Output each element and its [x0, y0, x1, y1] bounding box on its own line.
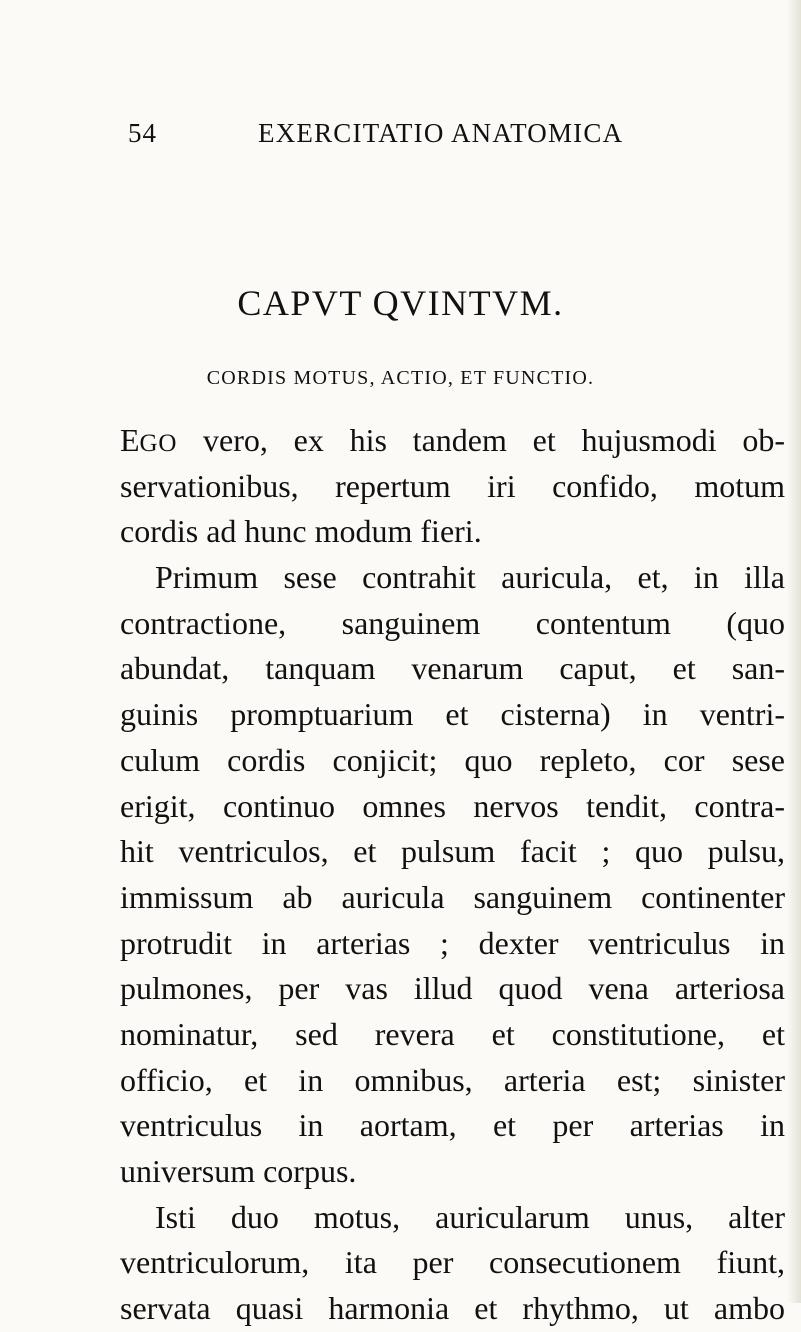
text-line: protrudit in arterias ; dexter ventriculus in — [120, 924, 785, 961]
text-line: servata quasi harmonia et rhythmo, ut ambo — [120, 1290, 785, 1327]
small-caps-word: GO — [139, 430, 178, 457]
text-line: contractione, sanguinem contentum (quo — [120, 604, 785, 641]
text-line: nominatur, sed revera et constitutione, et — [120, 1015, 785, 1052]
initial-letter: E — [120, 422, 140, 458]
text-line: abundat, tanquam venarum caput, et san- — [120, 650, 785, 687]
text-line: erigit, continuo omnes nervos tendit, contra- — [120, 787, 785, 824]
page-edge-shadow — [787, 0, 801, 1303]
body-text — [120, 418, 785, 1332]
text-line: universum corpus. — [120, 1153, 357, 1189]
text-line: servationibus, repertum iri confido, motum — [120, 467, 785, 504]
text-line: ventriculus in aortam, et per arterias in — [120, 1107, 785, 1144]
running-head: EXERCITATIO ANATOMICA — [258, 118, 624, 148]
chapter-title: CAPVT QVINTVM. — [237, 283, 564, 323]
text-line: guinis promptuarium et cisterna) in ventri- — [120, 696, 785, 733]
page-header — [0, 118, 801, 158]
line-text: vero, ex his tandem et hujusmodi ob- — [177, 422, 785, 458]
text-line: culum cordis conjicit; quo repleto, cor sese — [120, 741, 785, 778]
chapter-subtitle: CORDIS MOTUS, ACTIO, ET FUNCTIO. — [206, 367, 595, 389]
text-line: ventriculorum, ita per consecutionem fiunt, — [120, 1244, 785, 1281]
text-line: immissum ab auricula sanguinem continenter — [120, 878, 785, 915]
text-line: hit ventriculos, et pulsum facit ; quo pulsu, — [120, 833, 785, 870]
text-line: pulmones, per vas illud quod vena arteriosa — [120, 970, 785, 1007]
text-line: Primum sese contrahit auricula, et, in illa — [155, 559, 785, 596]
page-number: 54 — [128, 118, 157, 148]
text-line: officio, et in omnibus, arteria est; sinister — [120, 1061, 785, 1098]
text-line: cordis ad hunc modum fieri. — [120, 513, 482, 550]
text-line — [120, 418, 785, 464]
text-line: Isti duo motus, auricularum unus, alter — [155, 1198, 785, 1235]
